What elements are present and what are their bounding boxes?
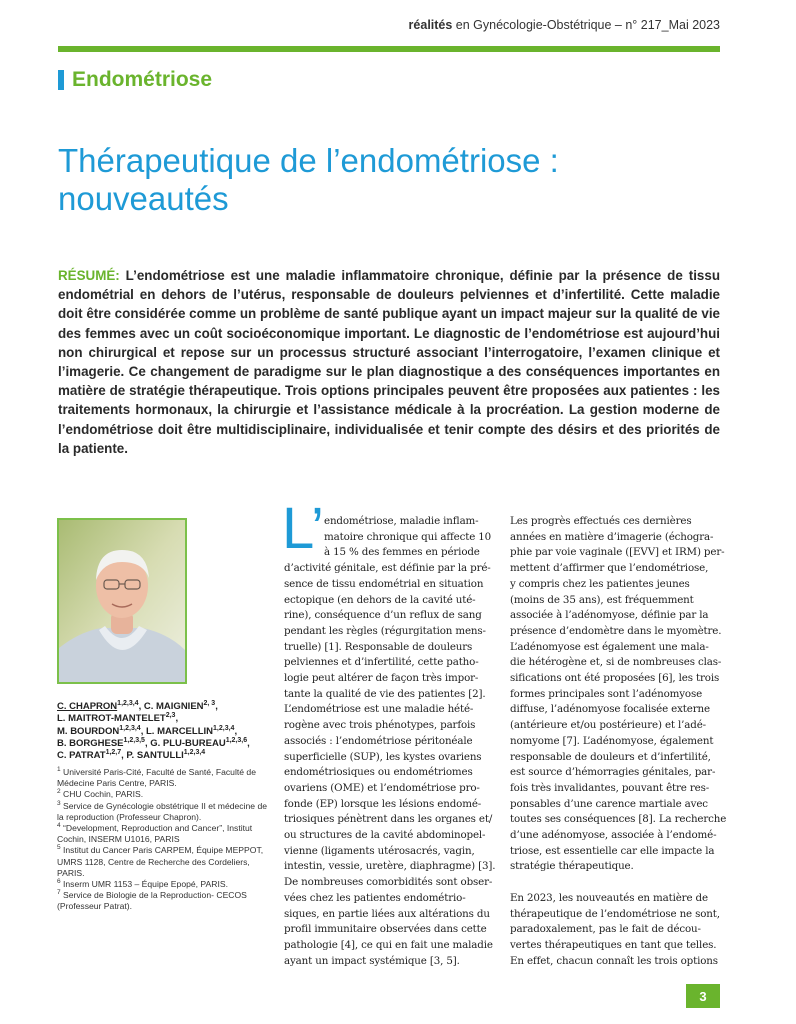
author-affiliation-ref: 1,2,3,4: [119, 724, 141, 732]
body-text-line: ectopique (en dehors de la cavité uté-: [284, 593, 476, 606]
author-line: [57, 701, 267, 713]
body-text-line: paradoxalement, pas le fait de décou-: [510, 923, 701, 936]
affiliation-item: [57, 789, 269, 800]
author-affiliation-ref: 1,2,3,6: [225, 736, 248, 744]
body-text-line: tante la qualité de vie des patientes [2].: [284, 687, 486, 700]
body-text-line: [510, 875, 722, 891]
author-name: M. BOURDON: [57, 725, 120, 737]
affiliation-number: 2: [57, 788, 61, 796]
body-text-line: fois très invalidantes, pouvant être res-: [510, 781, 710, 794]
affiliation-item: [57, 890, 269, 912]
body-text-line: endométriosiques ou endométriomes: [284, 766, 473, 779]
author-separator: ,: [175, 713, 179, 725]
body-text-line: formes principales sont l’adénomyose: [510, 687, 703, 700]
title-line-1: Thérapeutique de l’endométriose :: [58, 142, 559, 179]
affiliation-number: 6: [57, 878, 61, 886]
body-text-line: sifications ont été proposées [6], les trois: [510, 672, 720, 685]
journal-header: [409, 18, 720, 32]
body-text-line: stratégie thérapeutique.: [510, 860, 634, 873]
body-text-line: y compris chez les patientes jeunes: [510, 577, 690, 590]
body-text-line: sence de tissu endométrial en situation: [284, 577, 484, 590]
drop-cap: L’: [282, 496, 324, 561]
body-text-line: années en matière d’imagerie (échogra-: [510, 530, 714, 543]
body-text-line: L’adénomyose est également une mala-: [510, 640, 709, 653]
body-text-line: ou structures de la cavité abdominopel-: [284, 829, 486, 842]
author-separator: ,: [138, 701, 144, 712]
body-text-line: siques, en partie liées aux altérations du: [284, 907, 490, 920]
author-affiliation-ref: 2, 3: [203, 699, 216, 707]
body-text-line: En effet, chacun connaît les trois options: [510, 954, 718, 967]
author-line: [57, 750, 267, 762]
page-number: 3: [686, 984, 720, 1008]
body-text-line: vienne (ligaments utérosacrés, vagin,: [284, 844, 475, 857]
author-affiliation-ref: 1,2,3,4: [183, 749, 206, 757]
author-line: [57, 713, 267, 725]
author-separator: ,: [234, 725, 238, 737]
body-text-line: endométriose, maladie inflam-: [324, 515, 479, 527]
section-label: [58, 68, 212, 92]
body-text-line: (moins de 35 ans), est fréquemment: [510, 593, 694, 606]
affiliation-number: 7: [57, 889, 61, 897]
body-text-line: est source d’hémorragies génitales, par-: [510, 766, 716, 779]
journal-issue: en Gynécologie-Obstétrique – n° 217_Mai 2023: [452, 18, 720, 32]
body-text-line: fonde (EP) lorsque les lésions endomé-: [284, 797, 482, 810]
header-rule: [58, 46, 720, 52]
body-column-2: [510, 514, 727, 969]
body-text-line: associés : l’endométriose péritonéale: [284, 734, 473, 747]
body-text-line: pelviennes et d’infertilité, cette patho-: [284, 656, 479, 669]
affiliation-text: Service de Gynécologie obstétrique II et médecine de la reproduction (Professeur Chapron).: [57, 800, 267, 822]
body-text-line: phie par voie vaginale ([EVV] et IRM) per-: [510, 546, 725, 559]
body-text-line: diffuse, l’adénomyose focalisée externe: [510, 703, 710, 716]
body-text-line: (antérieure et/ou postérieure) et l’adé-: [510, 719, 706, 732]
author-separator: ,: [140, 725, 146, 737]
body-text-line: ovariens (OME) et l’endométriose pro-: [284, 781, 480, 794]
body-text-line: triose, est essentielle car elle impacte la: [510, 844, 715, 857]
body-text-line: d’activité génitale, est définie par la pré-: [284, 562, 491, 575]
body-text-line: mettent d’affirmer que l’endométriose,: [510, 562, 709, 575]
author-separator: ,: [121, 750, 127, 762]
author-separator: ,: [144, 737, 151, 749]
author-separator: ,: [215, 701, 218, 712]
affiliation-list: [57, 767, 269, 913]
body-text-line: pathologie [4], ce qui en fait une maladie: [284, 938, 493, 951]
author-name: P. SANTULLI: [126, 750, 184, 762]
affiliation-text: Université Paris-Cité, Faculté de Santé, Faculté de Médecine Paris Centre, PARIS.: [57, 767, 256, 789]
article-title: [58, 142, 738, 218]
body-text-line: responsable de douleurs et d’infertilité,: [510, 750, 711, 763]
body-text-line: De nombreuses comorbidités sont obser-: [284, 876, 493, 889]
author-affiliation-ref: 1,2,7: [105, 749, 122, 757]
body-text-line: En 2023, les nouveautés en matière de: [510, 891, 708, 904]
author-affiliation-ref: 1,2,3,5: [123, 736, 145, 744]
author-portrait-image: [59, 520, 185, 682]
abstract-label: RÉSUMÉ:: [58, 268, 120, 283]
affiliation-item: [57, 845, 269, 879]
affiliation-item: [57, 823, 269, 845]
body-text-line: vées chez les patientes endométrio-: [284, 891, 466, 904]
affiliation-text: “Development, Reproduction and Cancer”, Institut Cochin, INSERM U1016, PARIS: [57, 823, 253, 845]
affiliation-text: Inserm UMR 1153 – Équipe Epopé, PARIS.: [60, 879, 228, 890]
author-name: L. MAITROT-MANTELET: [57, 713, 166, 725]
author-photo: [57, 518, 187, 684]
affiliation-number: 1: [57, 766, 61, 774]
author-name: B. BORGHESE: [57, 737, 124, 749]
author-name: C. PATRAT: [57, 750, 106, 762]
body-text-line: à 15 % des femmes en période: [324, 546, 480, 559]
body-text-line: d’une adénomyose, associée à l’endomé-: [510, 829, 717, 842]
abstract: [58, 266, 720, 458]
body-text-line: profil immunitaire observées dans cette: [284, 923, 487, 936]
author-affiliation-ref: 1,2,3,4: [117, 699, 139, 707]
affiliation-text: Service de Biologie de la Reproduction- CECOS (Professeur Patrat).: [57, 890, 247, 912]
body-text-line: logie peut altérer de façon très impor-: [284, 672, 479, 685]
author-line: [57, 738, 267, 750]
body-text-line: rine), conséquence d’un reflux de sang: [284, 609, 482, 622]
body-text-line: ponsables d’une carence martiale avec: [510, 797, 708, 810]
body-text-line: triosiques pénètrent dans les organes et/: [284, 813, 493, 826]
body-text-line: pendant les règles (régurgitation mens-: [284, 624, 486, 637]
body-text-line: L’endométriose est une maladie hété-: [284, 703, 474, 716]
affiliation-number: 4: [57, 822, 61, 830]
body-text-line: associée à l’adénomyose, définie par la: [510, 609, 709, 622]
author-name: C. CHAPRON: [57, 701, 118, 712]
body-text-line: rogène avec trois phénotypes, parfois: [284, 719, 476, 732]
body-text-line: die hétérogène et, si de nombreuses clas-: [510, 656, 722, 669]
body-text-line: nomyome [7]. L’adénomyose, également: [510, 734, 714, 747]
author-separator: ,: [247, 737, 250, 749]
author-list: [57, 701, 267, 762]
body-text-line: thérapeutique de l’endométriose ne sont,: [510, 907, 720, 920]
body-text-line: présence d’endomètre dans le myomètre.: [510, 624, 722, 637]
author-affiliation-ref: 2,3: [165, 712, 176, 720]
journal-brand: réalités: [408, 18, 453, 32]
title-line-2: nouveautés: [58, 180, 229, 217]
author-name: G. PLU-BUREAU: [150, 737, 226, 749]
affiliation-item: [57, 879, 269, 890]
body-text-line: intestin, vessie, uretère, diaphragme) [3].: [284, 860, 496, 873]
author-affiliation-ref: 1,2,3,4: [213, 724, 235, 732]
affiliation-text: CHU Cochin, PARIS.: [60, 789, 144, 800]
author-name: C. MAIGNIEN: [143, 701, 204, 712]
affiliation-text: Institut du Cancer Paris CARPEM, Équipe MEPPOT, UMRS 1128, Centre de Recherche des Cordeliers, PARIS.: [57, 845, 264, 878]
body-text-line: toutes ses conséquences [8]. La recherche: [510, 813, 727, 826]
section-title: Endométriose: [72, 68, 213, 91]
affiliation-number: 3: [57, 799, 61, 807]
affiliation-item: [57, 767, 269, 789]
body-text-line: matoire chronique qui affecte 10: [324, 530, 492, 543]
affiliation-item: [57, 801, 269, 823]
body-text-line: Les progrès effectués ces dernières: [510, 515, 692, 527]
body-text-line: vertes thérapeutiques en tant que telles.: [510, 938, 717, 951]
author-name: L. MARCELLIN: [145, 725, 214, 737]
body-text-line: ayant un impact systémique [3, 5].: [284, 954, 460, 967]
section-marker: [58, 70, 64, 90]
body-column-1: [284, 514, 496, 969]
body-text-line: superficielle (SUP), les kystes ovariens: [284, 750, 482, 763]
body-text-line: truelle) [1]. Responsable de douleurs: [284, 640, 473, 653]
abstract-text: L’endométriose est une maladie inflammatoire chronique, définie par la présence de tissu endométrial en dehors de l’utérus, responsable de douleurs pelviennes et d’infertilité. Cette maladie doit être considérée comme un problème de santé publique ayant un impact majeur sur la qualité de vie des femmes avec un coût socioéconomique important. Le diagnostic de l’endométriose est aujourd’hui non chirurgical et repose sur un processus structuré associant l’interrogatoire, l’examen clinique et l’imagerie. Ce changement de paradigme sur le plan diagnostique a des conséquences importantes en matière de stratégie thérapeutique. Trois options principales peuvent être proposées aux patientes : les traitements hormonaux, la chirurgie et l’assistance médicale à la procréation. La gestion moderne de l’endométriose doit être multidisciplinaire, individualisée et tenir compte des désirs et des priorités de la patiente.: [58, 268, 720, 456]
affiliation-number: 5: [57, 844, 61, 852]
